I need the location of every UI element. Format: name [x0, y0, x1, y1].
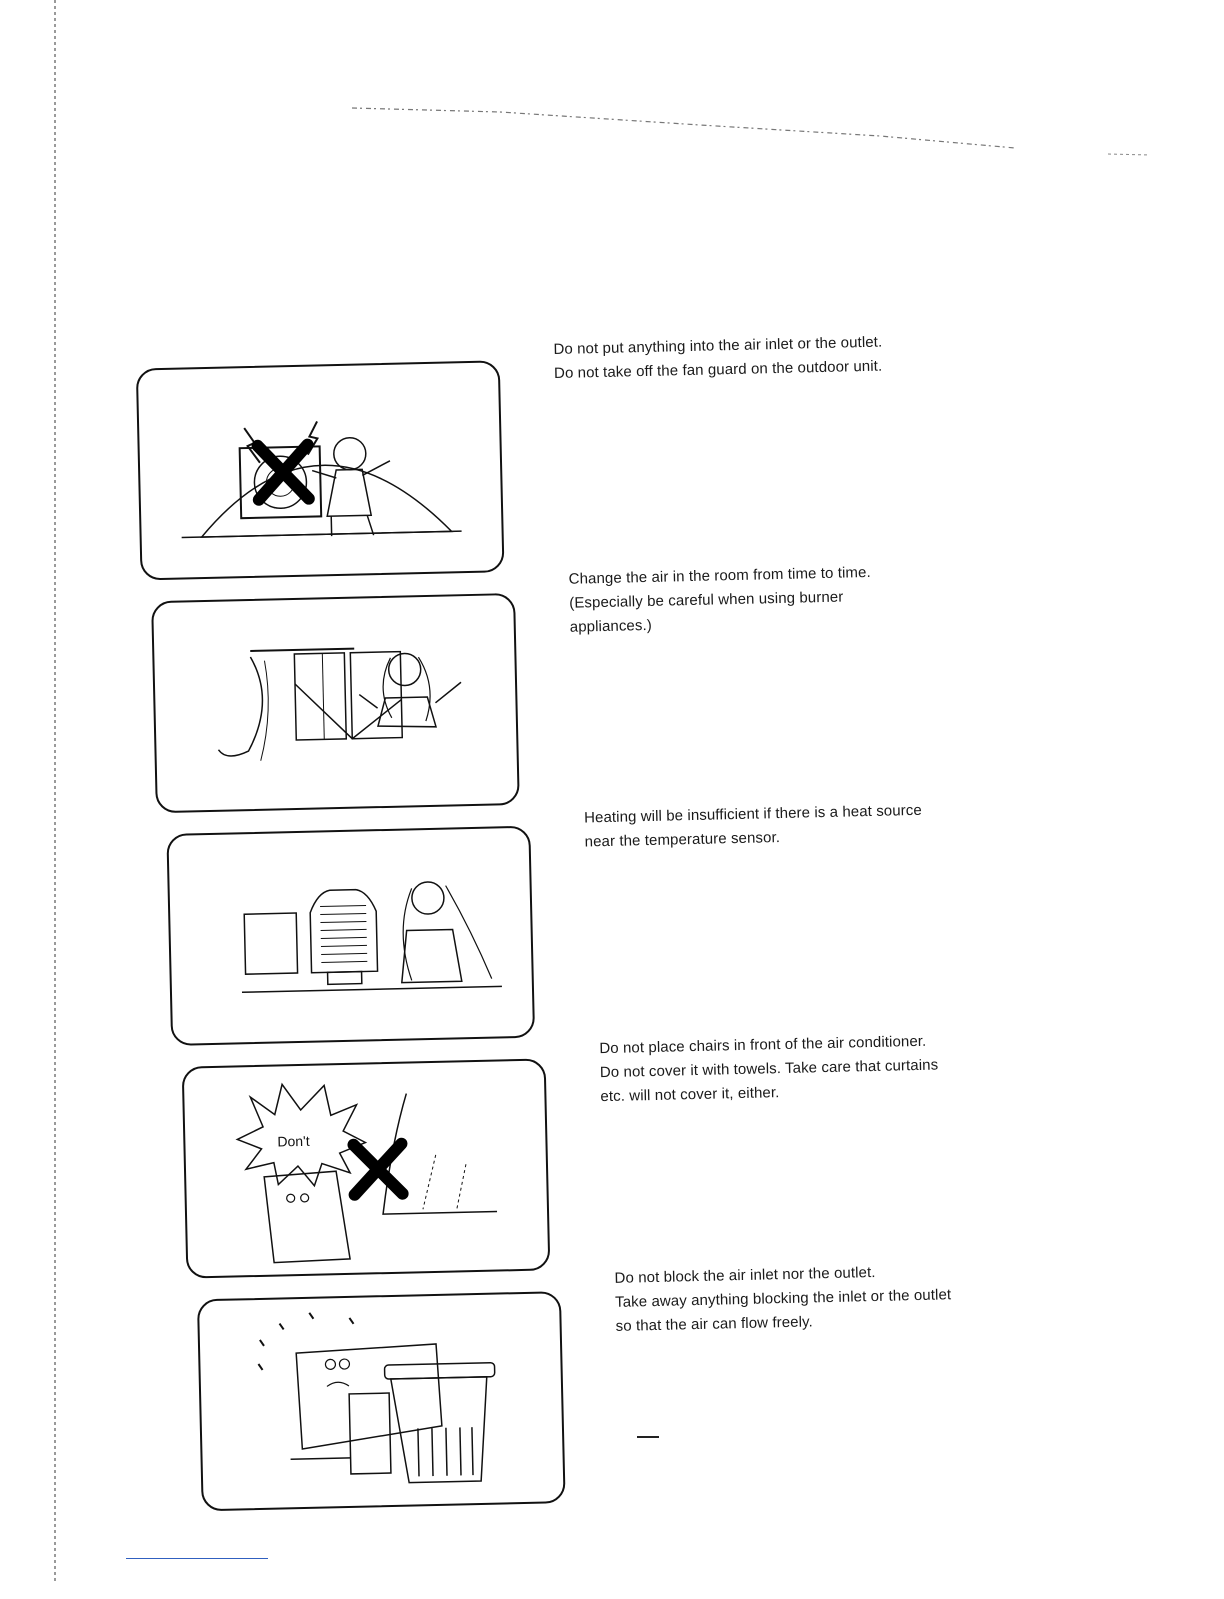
caption-line: Change the air in the room from time to time.: [568, 563, 871, 588]
caption-line: near the temperature sensor.: [584, 829, 781, 851]
blocked-unit-illustration: [184, 1060, 549, 1276]
caption-line: Heating will be insufficient if there is a heat source: [583, 801, 923, 827]
illustration-panel-4: [182, 1058, 551, 1278]
footer-rule: [126, 1558, 268, 1559]
caption-4: [599, 1027, 1031, 1109]
caption-line: Do not block the air inlet nor the outlet.: [614, 1263, 876, 1287]
illustration-panel-3: [166, 826, 535, 1046]
caption-line: Take away anything blocking the inlet or the outlet: [614, 1286, 952, 1311]
caption-line: Do not take off the fan guard on the outdoor unit.: [553, 357, 883, 383]
caption-line: appliances.): [569, 616, 653, 636]
illustration-panel-1: [136, 360, 505, 580]
prohibited-x-icon: [258, 445, 309, 500]
caption-line: Do not place chairs in front of the air conditioner.: [599, 1032, 927, 1058]
open-window-illustration: [153, 595, 518, 811]
speech-burst-text: Don't: [277, 1132, 310, 1150]
blocked-outlet-illustration: [199, 1293, 564, 1509]
caption-line: Do not put anything into the air inlet or the outlet.: [553, 333, 883, 359]
caption-line: etc. will not cover it, either.: [600, 1084, 780, 1106]
prohibited-x-icon: [353, 1144, 402, 1195]
caption-2: [568, 558, 1000, 640]
caption-5: [614, 1257, 1046, 1339]
page-dash-mark: [637, 1436, 659, 1438]
fan-guard-illustration: [138, 362, 503, 578]
caption-line: Do not cover it with towels. Take care that curtains: [599, 1056, 939, 1082]
illustration-panel-2: [151, 593, 520, 813]
illustration-panel-5: [197, 1291, 566, 1511]
caption-3: [584, 797, 1015, 855]
caption-line: (Especially be careful when using burner: [569, 588, 844, 612]
caption-line: so that the air can flow freely.: [615, 1313, 813, 1335]
caption-1: [553, 328, 984, 386]
heat-source-illustration: [168, 828, 533, 1044]
